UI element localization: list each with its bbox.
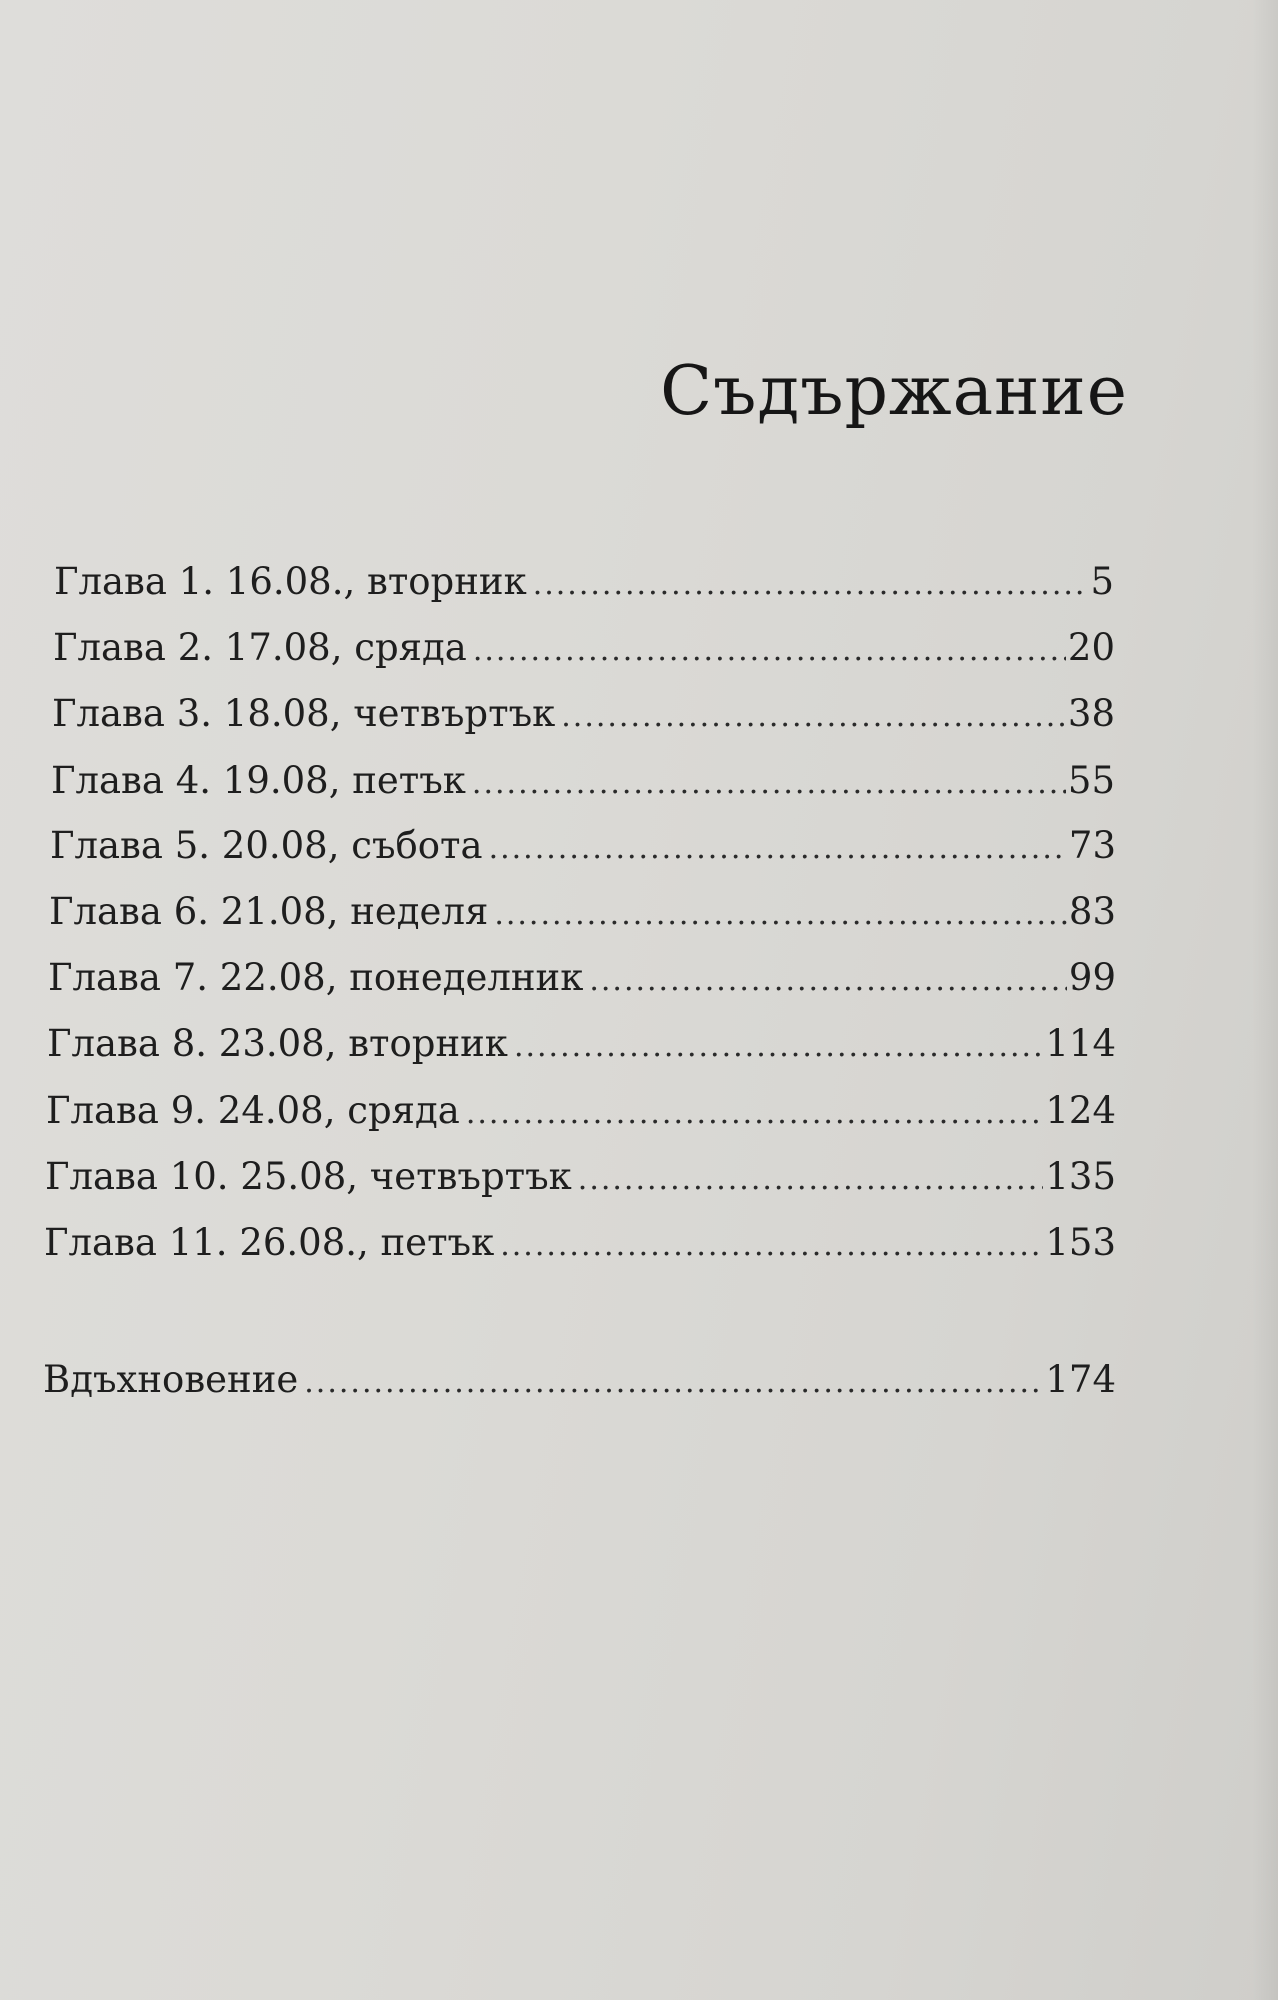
toc-entry-chapter-3	[52, 692, 1115, 742]
toc-entry-label: Глава 8. 23.08, вторник	[47, 1022, 508, 1065]
dot-leader	[489, 831, 1067, 866]
toc-entry-chapter-8	[47, 1022, 1116, 1072]
toc-entry-label: Глава 3. 18.08, четвъртък	[52, 692, 556, 735]
toc-entry-page-number: 38	[1067, 692, 1115, 735]
page-title: Съдържание	[660, 352, 1128, 431]
dot-leader	[500, 1228, 1043, 1263]
toc-entry-page-number: 20	[1067, 626, 1115, 669]
toc-entry-page-number: 5	[1090, 560, 1114, 603]
dot-leader	[561, 699, 1066, 734]
dot-leader	[589, 963, 1067, 998]
toc-entry-page-number: 114	[1045, 1022, 1116, 1065]
dot-leader	[472, 766, 1066, 801]
toc-entry-label: Вдъхновение	[43, 1358, 299, 1401]
toc-entry-label: Глава 9. 24.08, сряда	[46, 1089, 460, 1132]
toc-entry-page-number: 124	[1045, 1089, 1116, 1132]
toc-entry-label: Глава 6. 21.08, неделя	[49, 890, 489, 933]
toc-entry-chapter-4	[51, 759, 1115, 809]
toc-entry-chapter-2	[53, 626, 1115, 676]
toc-entry-chapter-6	[49, 890, 1116, 940]
toc-entry-chapter-5	[50, 824, 1116, 874]
toc-entry-page-number: 99	[1068, 956, 1116, 999]
dot-leader	[466, 1096, 1044, 1131]
toc-entry-page-number: 83	[1068, 890, 1116, 933]
toc-entry-label: Глава 1. 16.08., вторник	[54, 560, 527, 603]
toc-entry-label: Глава 2. 17.08, сряда	[53, 626, 467, 669]
dot-leader	[578, 1162, 1044, 1197]
toc-entry-chapter-11	[44, 1221, 1116, 1271]
toc-entry-page-number: 135	[1045, 1155, 1116, 1198]
toc-entry-page-number: 153	[1045, 1221, 1116, 1264]
dot-leader	[494, 897, 1067, 932]
toc-entry-chapter-7	[48, 956, 1116, 1006]
toc-entry-chapter-9	[46, 1089, 1116, 1139]
toc-entry-label: Глава 5. 20.08, събота	[50, 824, 483, 867]
page-edge-shadow	[1252, 0, 1278, 2000]
toc-entry-label: Глава 4. 19.08, петък	[51, 759, 466, 802]
dot-leader	[514, 1029, 1043, 1064]
toc-entry-page-number: 174	[1045, 1358, 1116, 1401]
dot-leader	[533, 567, 1089, 602]
toc-entry-label: Глава 10. 25.08, четвъртък	[45, 1155, 572, 1198]
dot-leader	[304, 1365, 1043, 1400]
toc-entry-label: Глава 11. 26.08., петък	[44, 1221, 495, 1264]
toc-entry-label: Глава 7. 22.08, понеделник	[48, 956, 584, 999]
toc-entry-chapter-1	[54, 560, 1114, 610]
dot-leader	[473, 633, 1066, 668]
toc-entry-page-number: 73	[1068, 824, 1116, 867]
toc-entry-chapter-10	[45, 1155, 1116, 1205]
toc-entry-page-number: 55	[1067, 759, 1115, 802]
toc-entry-afterword	[43, 1358, 1116, 1408]
